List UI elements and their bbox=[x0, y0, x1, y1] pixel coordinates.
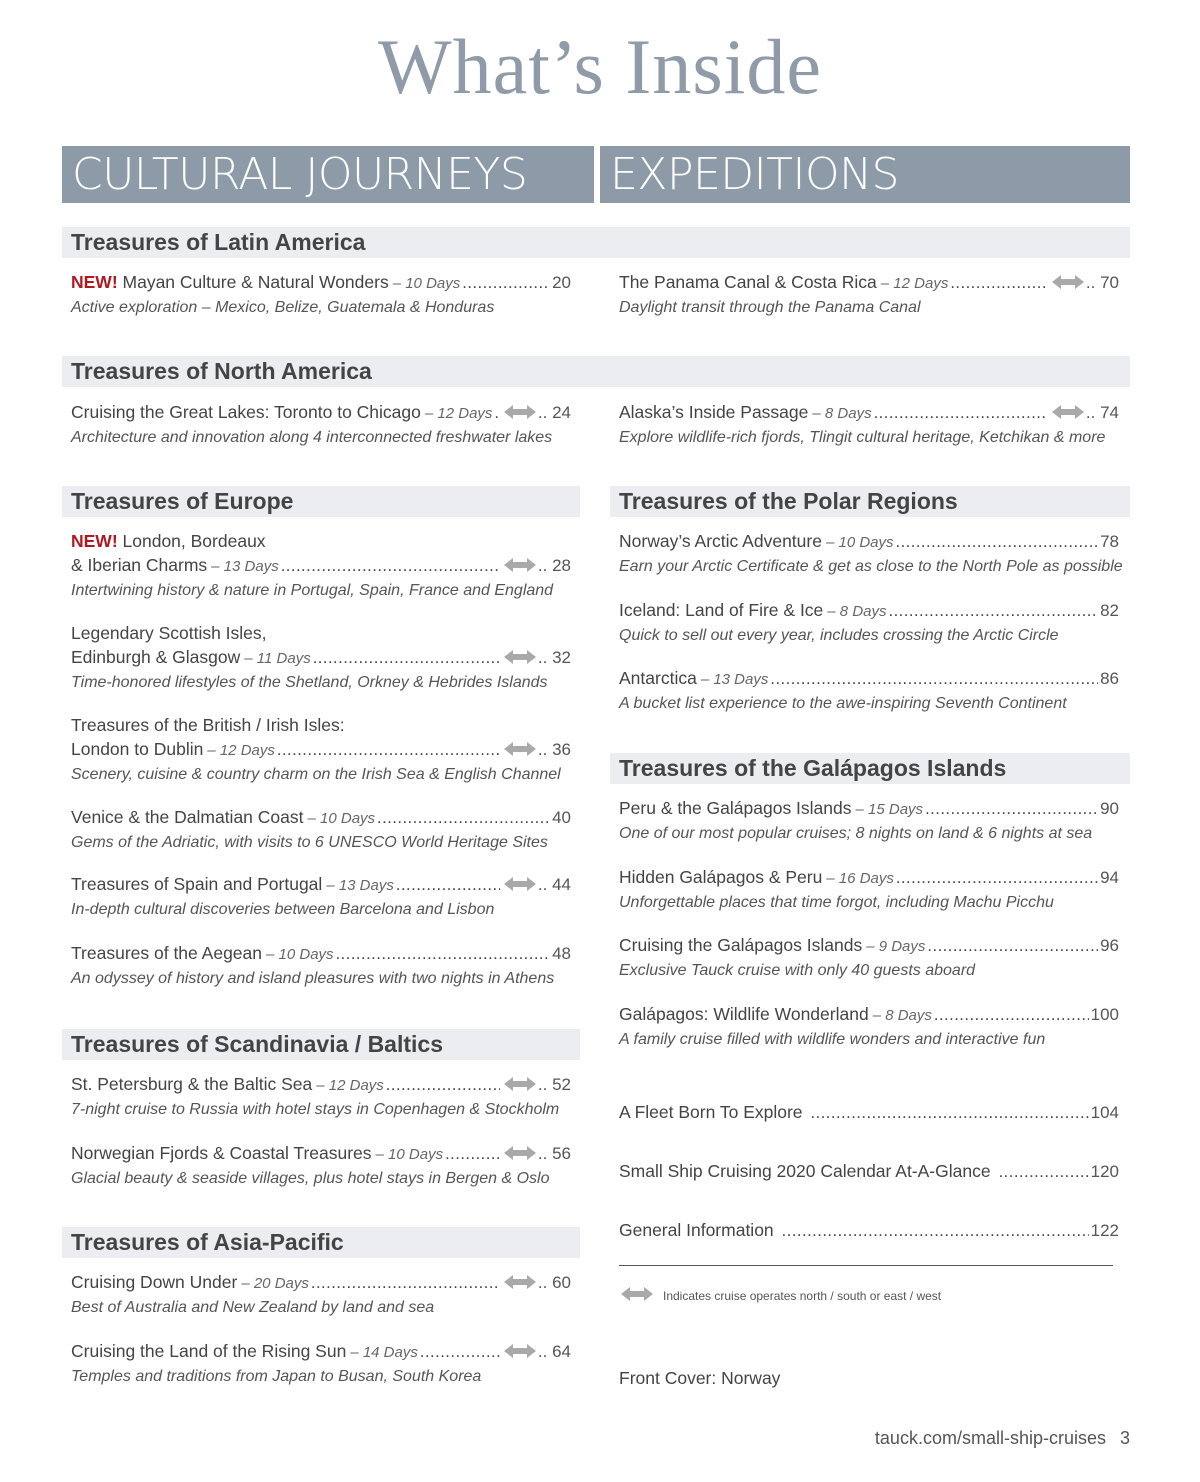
entry-desc: Architecture and innovation along 4 interconnected freshwater lakes bbox=[71, 429, 553, 446]
entry-desc: Unforgettable places that time forgot, including Machu Picchu bbox=[619, 894, 1054, 911]
entry-iceland[interactable] bbox=[619, 600, 1119, 648]
entry-wildlife-wonderland[interactable] bbox=[619, 1004, 1119, 1052]
entry-page: 120 bbox=[1090, 1162, 1119, 1181]
entry-desc: Scenery, cuisine & country charm on the Irish Sea & English Channel bbox=[71, 766, 561, 783]
entry-desc: Best of Australia and New Zealand by land and sea bbox=[71, 1299, 435, 1316]
section-polar: Treasures of the Polar Regions bbox=[610, 486, 1130, 517]
entry-antarctica[interactable] bbox=[619, 668, 1119, 716]
entry-rising-sun[interactable] bbox=[71, 1341, 571, 1389]
entry-page: .. 44 bbox=[537, 875, 571, 894]
entry-days: – 8 Days bbox=[812, 405, 872, 422]
entry-desc: 7-night cruise to Russia with hotel stays in Copenhagen & Stockholm bbox=[71, 1101, 560, 1118]
entry-title-line2: London to Dublin bbox=[71, 739, 204, 759]
legend-divider bbox=[619, 1265, 1113, 1266]
entry-page: 122 bbox=[1090, 1221, 1119, 1240]
entry-cruising-galapagos[interactable] bbox=[619, 935, 1119, 983]
entry-days: – 12 Days bbox=[424, 405, 493, 422]
entry-page: .. 64 bbox=[537, 1342, 571, 1361]
bidirectional-arrow-icon bbox=[504, 876, 536, 897]
entry-page: 82 bbox=[1100, 601, 1119, 620]
entry-title: Treasures of the Aegean bbox=[71, 943, 263, 963]
entry-desc: Daylight transit through the Panama Canal bbox=[619, 299, 921, 316]
entry-page: 20 bbox=[552, 273, 571, 292]
entry-title: General Information bbox=[619, 1220, 774, 1240]
entry-title: Alaska’s Inside Passage bbox=[619, 402, 809, 422]
entry-days: – 10 Days bbox=[375, 1146, 444, 1163]
entry-aegean[interactable] bbox=[71, 943, 571, 991]
entry-page: 94 bbox=[1100, 868, 1119, 887]
new-badge: NEW! bbox=[71, 531, 118, 551]
entry-desc: Earn your Arctic Certificate & get as close to the North Pole as possible bbox=[619, 558, 1123, 575]
entry-title-line1: London, Bordeaux bbox=[117, 531, 266, 551]
entry-title: Norwegian Fjords & Coastal Treasures bbox=[71, 1143, 372, 1163]
entry-days: – 11 Days bbox=[244, 650, 311, 667]
entry-desc: Explore wildlife-rich fjords, Tlingit cultural heritage, Ketchikan & more bbox=[619, 429, 1106, 446]
entry-mayan[interactable] bbox=[71, 272, 571, 320]
bidirectional-arrow-icon bbox=[621, 1286, 653, 1305]
section-galapagos: Treasures of the Galápagos Islands bbox=[610, 753, 1130, 784]
entry-title: Venice & the Dalmatian Coast bbox=[71, 807, 304, 827]
entry-desc: Time-honored lifestyles of the Shetland, Orkney & Hebrides Islands bbox=[71, 674, 548, 691]
entry-title: Norway’s Arctic Adventure bbox=[619, 531, 822, 551]
entry-desc: A family cruise filled with wildlife wonders and interactive fun bbox=[619, 1031, 1046, 1048]
entry-norway-arctic[interactable] bbox=[619, 531, 1123, 579]
entry-title: Treasures of Spain and Portugal bbox=[71, 874, 323, 894]
entry-title: Mayan Culture & Natural Wonders bbox=[117, 272, 389, 292]
entry-title: Antarctica bbox=[619, 668, 697, 688]
entry-days: – 8 Days bbox=[872, 1007, 932, 1024]
entry-page: 78 bbox=[1100, 532, 1119, 551]
entry-desc: One of our most popular cruises; 8 nights on land & 6 nights at sea bbox=[619, 825, 1093, 842]
column-header-expeditions: EXPEDITIONS bbox=[600, 146, 1130, 203]
entry-title: St. Petersburg & the Baltic Sea bbox=[71, 1074, 313, 1094]
entry-title: Galápagos: Wildlife Wonderland bbox=[619, 1004, 869, 1024]
bidirectional-arrow-icon bbox=[504, 1274, 536, 1295]
bidirectional-arrow-icon bbox=[504, 1145, 536, 1166]
entry-page: .. 52 bbox=[537, 1075, 571, 1094]
legend bbox=[621, 1286, 941, 1305]
page-number: 3 bbox=[1119, 1428, 1130, 1448]
new-badge: NEW! bbox=[71, 272, 118, 292]
bidirectional-arrow-icon bbox=[504, 741, 536, 762]
entry-venice[interactable] bbox=[71, 807, 571, 855]
bidirectional-arrow-icon bbox=[504, 649, 536, 670]
entry-st-petersburg[interactable] bbox=[71, 1074, 571, 1122]
entry-title: Cruising the Great Lakes: Toronto to Chicago bbox=[71, 402, 421, 422]
entry-page: 90 bbox=[1100, 799, 1119, 818]
entry-desc: Intertwining history & nature in Portugal, Spain, France and England bbox=[71, 582, 554, 599]
entry-title: Iceland: Land of Fire & Ice bbox=[619, 600, 824, 620]
entry-page: .. 32 bbox=[537, 648, 571, 667]
entry-days: – 10 Days bbox=[307, 810, 376, 827]
entry-page: .. 36 bbox=[537, 740, 571, 759]
bidirectional-arrow-icon bbox=[504, 557, 536, 578]
entry-days: – 20 Days bbox=[241, 1275, 309, 1292]
entry-days: – 9 Days bbox=[866, 938, 926, 955]
entry-title: Hidden Galápagos & Peru bbox=[619, 867, 823, 887]
entry-general-info[interactable] bbox=[619, 1220, 1119, 1244]
entry-days: – 12 Days bbox=[880, 275, 949, 292]
entry-page: 96 bbox=[1100, 936, 1119, 955]
entry-title: Cruising the Galápagos Islands bbox=[619, 935, 863, 955]
entry-hidden-galapagos[interactable] bbox=[619, 867, 1119, 915]
bidirectional-arrow-icon bbox=[1052, 274, 1084, 295]
entry-desc: Quick to sell out every year, includes crossing the Arctic Circle bbox=[619, 627, 1059, 644]
entry-days: – 12 Days bbox=[316, 1077, 384, 1094]
page-title: What’s Inside bbox=[377, 23, 823, 110]
bidirectional-arrow-icon bbox=[1052, 404, 1084, 425]
entry-title: The Panama Canal & Costa Rica bbox=[619, 272, 877, 292]
entry-days: – 13 Days bbox=[326, 877, 394, 894]
section-north-america: Treasures of North America bbox=[62, 356, 1130, 387]
column-header-cultural: CULTURAL JOURNEYS bbox=[62, 146, 594, 203]
entry-days: – 14 Days bbox=[350, 1344, 418, 1361]
entry-peru-galapagos[interactable] bbox=[619, 798, 1119, 846]
entry-title-line1: Legendary Scottish Isles, bbox=[71, 623, 267, 643]
entry-page: .. 70 bbox=[1085, 273, 1119, 292]
section-asia-pacific: Treasures of Asia-Pacific bbox=[62, 1227, 580, 1258]
entry-days: – 13 Days bbox=[700, 671, 769, 688]
entry-page: .. 56 bbox=[537, 1144, 571, 1163]
entry-title: Cruising Down Under bbox=[71, 1272, 238, 1292]
entry-page: .. 60 bbox=[537, 1273, 571, 1292]
entry-days: – 13 Days bbox=[211, 558, 279, 575]
entry-page: 40 bbox=[552, 808, 571, 827]
bidirectional-arrow-icon bbox=[504, 1343, 536, 1364]
entry-desc: Gems of the Adriatic, with visits to 6 UNESCO World Heritage Sites bbox=[71, 834, 548, 851]
entry-title: Peru & the Galápagos Islands bbox=[619, 798, 852, 818]
entry-title: A Fleet Born To Explore bbox=[619, 1102, 803, 1122]
entry-desc: Glacial beauty & seaside villages, plus hotel stays in Bergen & Oslo bbox=[71, 1170, 550, 1187]
entry-scottish-isles[interactable] bbox=[71, 623, 571, 695]
legend-text: Indicates cruise operates north / south or east / west bbox=[663, 1288, 942, 1303]
entry-page: .. 24 bbox=[537, 403, 571, 422]
entry-down-under[interactable] bbox=[71, 1272, 571, 1320]
entry-page: 104 bbox=[1090, 1103, 1119, 1122]
entry-page: 100 bbox=[1090, 1005, 1119, 1024]
entry-desc: Temples and traditions from Japan to Busan, South Korea bbox=[71, 1368, 482, 1385]
entry-page: .. 74 bbox=[1085, 403, 1119, 422]
entry-fleet[interactable] bbox=[619, 1102, 1119, 1126]
entry-desc: Exclusive Tauck cruise with only 40 guests aboard bbox=[619, 962, 976, 979]
entry-desc: In-depth cultural discoveries between Barcelona and Lisbon bbox=[71, 901, 495, 918]
entry-title-line2: Edinburgh & Glasgow bbox=[71, 647, 241, 667]
entry-desc: Active exploration – Mexico, Belize, Guatemala & Honduras bbox=[71, 299, 495, 316]
entry-desc: An odyssey of history and island pleasures with two nights in Athens bbox=[71, 970, 555, 987]
entry-days: – 8 Days bbox=[827, 603, 887, 620]
entry-days: – 10 Days bbox=[825, 534, 894, 551]
entry-title: Cruising the Land of the Rising Sun bbox=[71, 1341, 347, 1361]
entry-page: 48 bbox=[552, 944, 571, 963]
footer bbox=[875, 1428, 1130, 1449]
entry-title: Small Ship Cruising 2020 Calendar At-A-Glance bbox=[619, 1161, 991, 1181]
entry-british-irish[interactable] bbox=[71, 715, 571, 787]
section-scandinavia: Treasures of Scandinavia / Baltics bbox=[62, 1029, 580, 1060]
entry-days: – 10 Days bbox=[266, 946, 334, 963]
section-latin-america: Treasures of Latin America bbox=[62, 227, 1130, 258]
entry-panama[interactable] bbox=[619, 272, 1119, 320]
section-europe: Treasures of Europe bbox=[62, 486, 580, 517]
entry-days: – 12 Days bbox=[207, 742, 275, 759]
entry-calendar[interactable] bbox=[619, 1161, 1119, 1185]
entry-page: .. 28 bbox=[537, 556, 571, 575]
entry-title-line2: & Iberian Charms bbox=[71, 555, 208, 575]
entry-title-line1: Treasures of the British / Irish Isles: bbox=[71, 715, 345, 735]
footer-url[interactable]: tauck.com/small-ship-cruises bbox=[874, 1428, 1106, 1448]
entry-page: 86 bbox=[1100, 669, 1119, 688]
front-cover-caption: Front Cover: Norway bbox=[619, 1368, 781, 1388]
entry-desc: A bucket list experience to the awe-inspiring Seventh Continent bbox=[619, 695, 1067, 712]
entry-great-lakes[interactable] bbox=[71, 402, 571, 450]
bidirectional-arrow-icon bbox=[504, 1076, 536, 1097]
entry-spain-portugal[interactable] bbox=[71, 874, 571, 922]
entry-days: – 10 Days bbox=[392, 275, 461, 292]
entry-alaska[interactable] bbox=[619, 402, 1119, 450]
entry-days: – 15 Days bbox=[855, 801, 924, 818]
entry-days: – 16 Days bbox=[826, 870, 894, 887]
entry-norwegian-fjords[interactable] bbox=[71, 1143, 571, 1191]
bidirectional-arrow-icon bbox=[504, 404, 536, 425]
entry-london-bordeaux[interactable] bbox=[71, 531, 571, 603]
